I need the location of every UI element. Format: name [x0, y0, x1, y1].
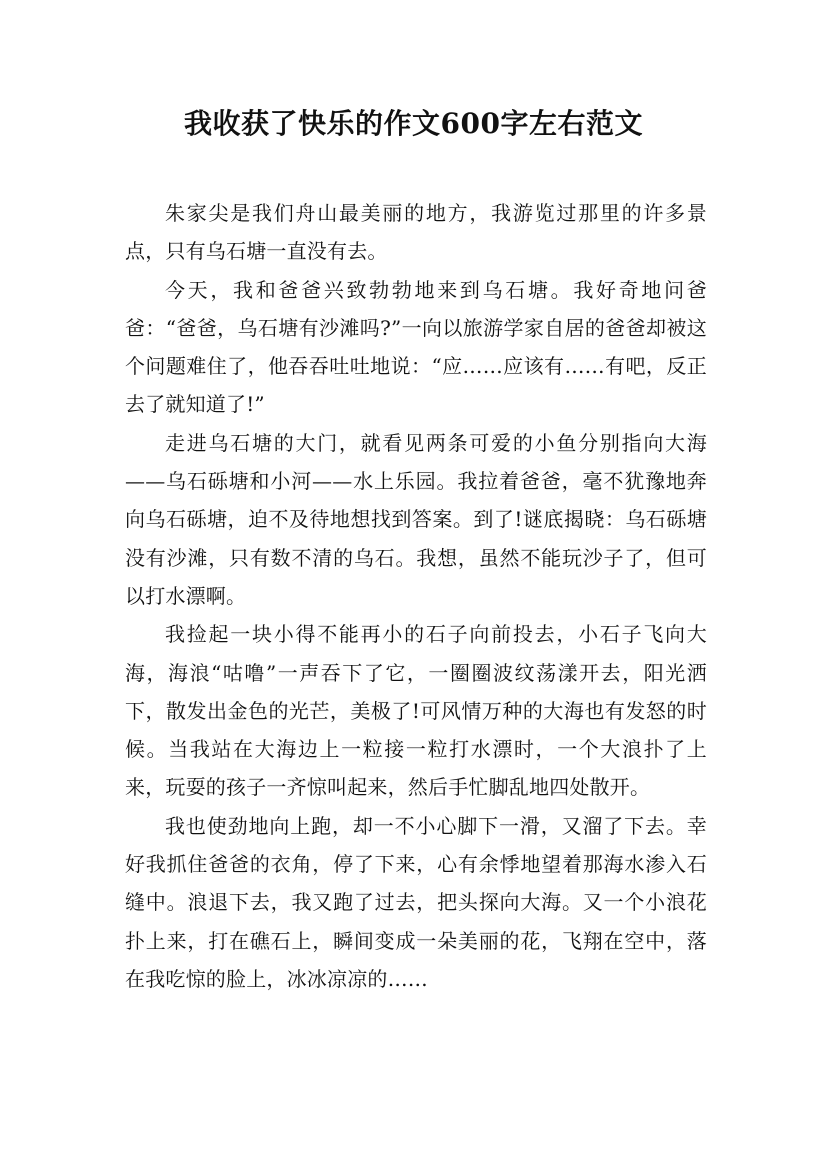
paragraph-2: 今天，我和爸爸兴致勃勃地来到乌石塘。我好奇地问爸爸：“爸爸，乌石塘有沙滩吗?”一向以旅游学家自居的爸爸却被这个问题难住了，他吞吞吐吐地说：“应……应该有……有吧，反正去了就知道了!” [125, 277, 707, 417]
paragraph-3: 走进乌石塘的大门，就看见两条可爱的小鱼分别指向大海——乌石砾塘和小河——水上乐园。我拉着爸爸，毫不犹豫地奔向乌石砾塘，迫不及待地想找到答案。到了!谜底揭晓：乌石砾塘没有沙滩，只有数不清的乌石。我想，虽然不能玩沙子了，但可以打水漂啊。 [125, 430, 707, 608]
paragraph-4: 我捡起一块小得不能再小的石子向前投去，小石子飞向大海，海浪“咕噜”一声吞下了它，一圈圈波纹荡漾开去，阳光洒下，散发出金色的光芒，美极了!可风情万种的大海也有发怒的时候。当我站在大海边上一粒接一粒打水漂时，一个大浪扑了上来，玩耍的孩子一齐惊叫起来，然后手忙脚乱地四处散开。 [125, 622, 707, 800]
document-body [125, 194, 707, 998]
document-title: 我收获了快乐的作文600字左右范文 [184, 107, 643, 140]
paragraph-1: 朱家尖是我们舟山最美丽的地方，我游览过那里的许多景点，只有乌石塘一直没有去。 [125, 201, 707, 264]
paragraph-5: 我也使劲地向上跑，却一不小心脚下一滑，又溜了下去。幸好我抓住爸爸的衣角，停了下来，心有余悸地望着那海水渗入石缝中。浪退下去，我又跑了过去，把头探向大海。又一个小浪花扑上来，打在礁石上，瞬间变成一朵美丽的花，飞翔在空中，落在我吃惊的脸上，冰冰凉凉的…… [125, 813, 707, 991]
